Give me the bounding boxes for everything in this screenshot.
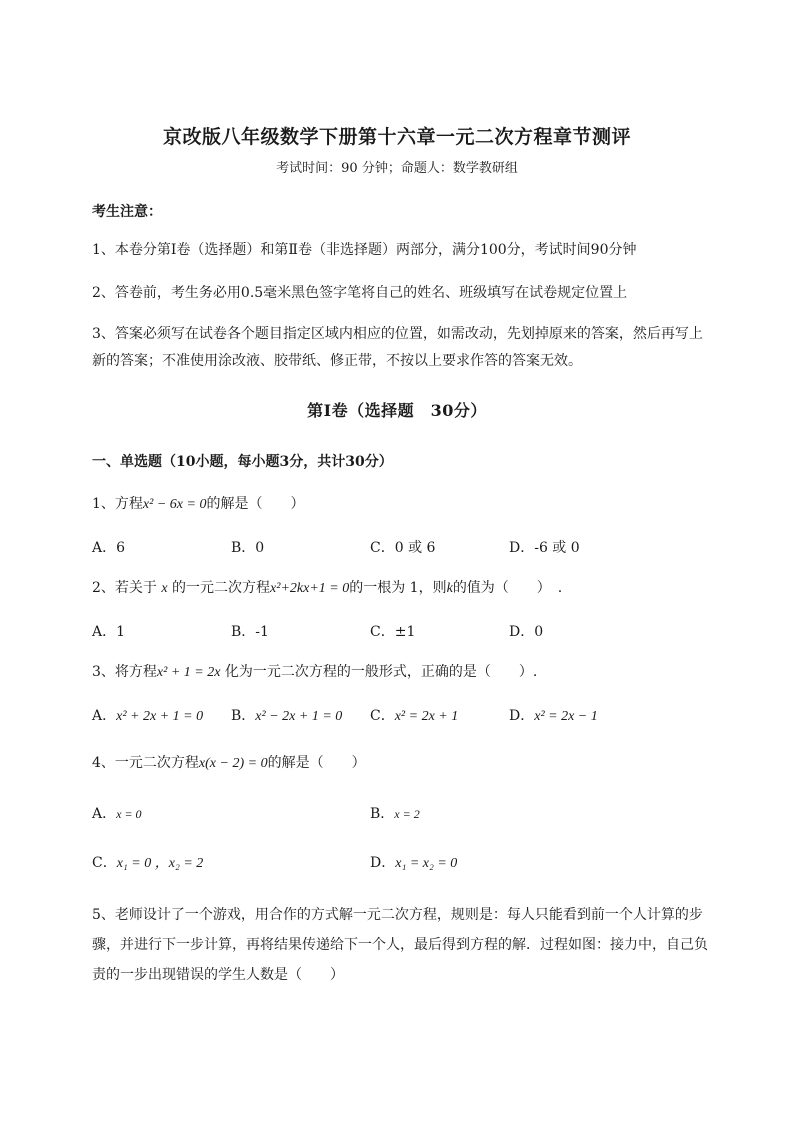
q4-option-a-math: x = 0 <box>116 807 142 821</box>
question-3-prefix: 3、将方程 <box>92 664 157 680</box>
q3-option-d-label: D． <box>509 708 535 724</box>
q3-option-b-math: x² − 2x + 1 = 0 <box>255 709 343 724</box>
q4-option-a-label: A． <box>92 806 117 822</box>
question-1-suffix: 的解是（ ） <box>206 496 305 512</box>
q4-option-b <box>370 803 420 823</box>
question-2-var-x: x <box>161 581 168 596</box>
q4-option-c <box>92 852 203 872</box>
q2-option-a: A．1 <box>92 624 126 640</box>
q2-option-c: C．±1 <box>370 624 416 640</box>
q2-option-d: D．0 <box>509 624 544 640</box>
question-1-equation: x² − 6x = 0 <box>142 497 207 512</box>
question-2-var-k: k <box>446 581 453 596</box>
q3-option-a <box>92 705 203 725</box>
question-2-mid: 的一元二次方程 <box>172 580 271 596</box>
q2-option-b: B．-1 <box>231 624 269 640</box>
q4-option-c-label: C． <box>92 855 117 871</box>
q4-option-d-label: D． <box>370 855 396 871</box>
notice-heading: 考生注意： <box>92 204 162 220</box>
section-title: 第Ⅰ卷（选择题 30分） <box>307 401 487 420</box>
q3-option-b-label: B． <box>231 708 256 724</box>
question-3-suffix: 化为一元二次方程的一般形式，正确的是（ ）. <box>224 664 538 680</box>
question-2-equation: x²+2kx+1 = 0 <box>270 581 350 596</box>
q3-option-d <box>509 705 598 725</box>
question-4 <box>92 752 366 772</box>
q4-option-d <box>370 852 457 872</box>
q1-option-a: A．6 <box>92 540 126 556</box>
question-3-equation: x² + 1 = 2x <box>156 665 221 680</box>
q4-option-b-label: B． <box>370 806 395 822</box>
exam-info: 考试时间：90 分钟；命题人：数学教研组 <box>276 161 518 176</box>
question-2-prefix: 2、若关于 <box>92 580 157 596</box>
q4-option-d-math: x₁ = x₂ = 0 <box>395 856 458 871</box>
question-5: 5、老师设计了一个游戏，用合作的方式解一元二次方程，规则是：每人只能看到前一个人计算的步骤，并进行下一步计算，再将结果传递给下一个人，最后得到方程的解．过程如图：接力中，自己负责的一步出现错误的学生人数是（ ） <box>92 907 708 983</box>
q3-option-c <box>370 705 458 725</box>
question-4-equation: x(x − 2) = 0 <box>198 756 268 771</box>
q1-option-c: C．0 或 6 <box>370 540 436 556</box>
q4-option-a <box>92 803 142 823</box>
question-2 <box>92 577 562 597</box>
question-2-suffix-1: 的一根为 1，则 <box>349 580 447 596</box>
q3-option-c-math: x² = 2x + 1 <box>394 709 459 724</box>
q3-option-a-math: x² + 2x + 1 = 0 <box>116 709 204 724</box>
q4-option-b-math: x = 2 <box>394 807 420 821</box>
page-title: 京改版八年级数学下册第十六章一元二次方程章节测评 <box>162 126 631 148</box>
q3-option-d-math: x² = 2x − 1 <box>534 709 598 724</box>
notice-item-2: 2、答卷前，考生务必用0.5毫米黑色签字笔将自己的姓名、班级填写在试卷规定位置上 <box>92 285 628 301</box>
q3-option-a-label: A． <box>92 708 117 724</box>
q1-option-b: B．0 <box>231 540 265 556</box>
q1-option-d: D．-6 或 0 <box>509 540 580 556</box>
notice-item-3: 3、答案必须写在试卷各个题目指定区域内相应的位置，如需改动，先划掉原来的答案，然后再写上新的答案；不准使用涂改液、胶带纸、修正带，不按以上要求作答的答案无效。 <box>92 326 703 369</box>
q4-option-c-math: x₁ = 0 ，x₂ = 2 <box>116 856 204 871</box>
question-4-suffix: 的解是（ ） <box>267 755 366 771</box>
q3-option-c-label: C． <box>370 708 395 724</box>
notice-item-1: 1、本卷分第Ⅰ卷（选择题）和第Ⅱ卷（非选择题）两部分，满分100分，考试时间90分钟 <box>92 242 637 258</box>
question-3 <box>92 661 537 681</box>
q3-option-b <box>231 705 342 725</box>
question-1 <box>92 493 304 513</box>
question-4-prefix: 4、一元二次方程 <box>92 755 199 771</box>
question-2-suffix-2: 的值为（ ） . <box>452 580 563 596</box>
part-heading: 一、单选题（10小题，每小题3分，共计30分） <box>92 454 393 470</box>
question-1-prefix: 1、方程 <box>92 496 143 512</box>
